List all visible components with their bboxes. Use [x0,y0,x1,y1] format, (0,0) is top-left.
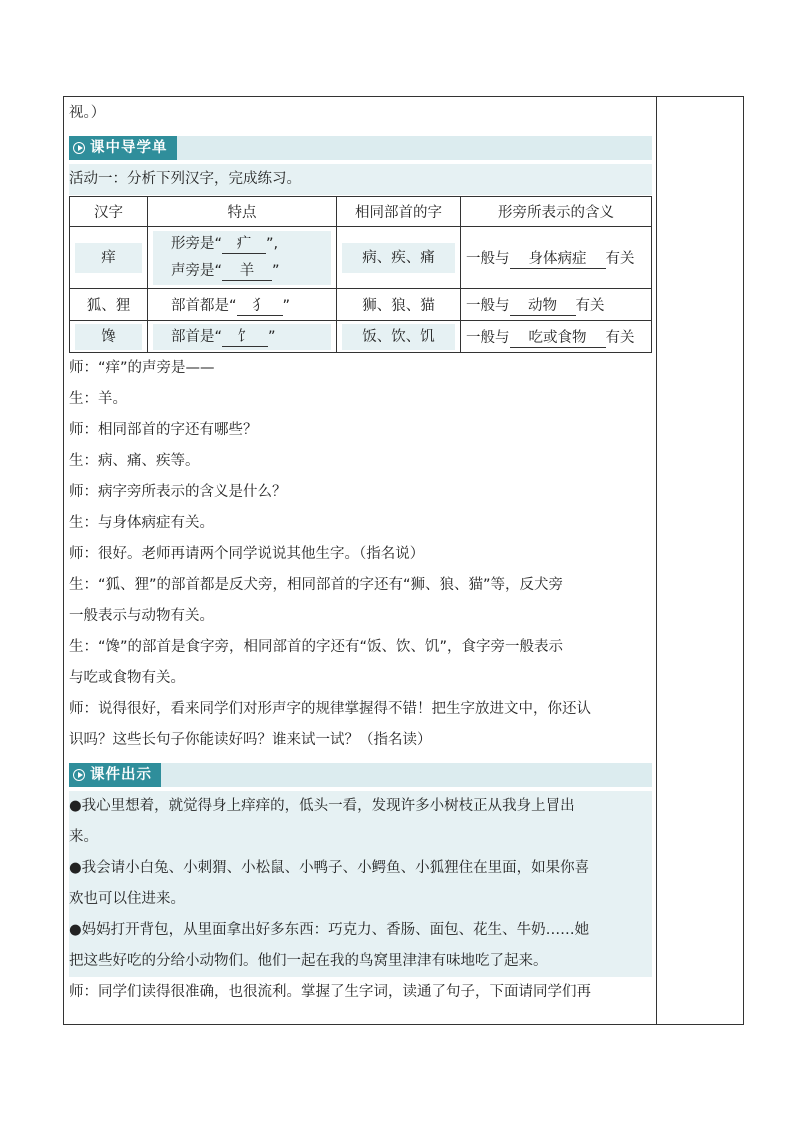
section-tab-courseware [69,763,161,787]
cell-char: 痒 [75,243,142,273]
column-divider [656,96,657,1025]
blank-answer: 动物 [510,298,576,316]
table-row [70,227,652,289]
cell-same-radical: 狮、狼、猫 [337,289,461,321]
courseware-line: 欢也可以住进来。 [69,891,185,907]
dialogue-line: 识吗？这些长句子你能读好吗？谁来试一试？（指名读） [69,732,432,748]
section-header-guide [69,136,652,160]
blank-answer: 疒 [222,236,266,254]
th-same-radical: 相同部首的字 [337,197,461,227]
section-tab-guide [69,136,177,160]
blank-answer: 身体病症 [510,251,606,269]
dialogue-line: 生：与身体病症有关。 [69,515,214,531]
dialogue-line: 生：“馋”的部首是食字旁，相同部首的字还有“饭、饮、饥”，食字旁一般表示 [69,639,564,655]
blank-answer: 饣 [222,329,268,347]
play-circle-icon [73,142,85,154]
table-header-row [70,197,652,227]
th-feature: 特点 [148,197,337,227]
dialogue-line: 师：很好。老师再请两个同学说说其他生字。（指名说） [69,546,425,562]
cell-feature: 部首都是“ 犭 ” [148,289,337,321]
activity-instruction: 活动一：分析下列汉字，完成练习。 [69,164,652,195]
top-line: 视。） [69,105,106,121]
dialogue-line: 生：“狐、狸”的部首都是反犬旁，相同部首的字还有“狮、狼、猫”等，反犬旁 [69,577,564,593]
courseware-line: ●妈妈打开背包，从里面拿出好多东西：巧克力、香肠、面包、花生、牛奶……她 [69,922,590,938]
dialogue-line: 生：羊。 [69,391,127,407]
cell-char: 狐、狸 [70,289,148,321]
dialogue-line: 与吃或食物有关。 [69,670,185,686]
courseware-line: 来。 [69,829,98,845]
dialogue-block [69,353,652,756]
play-circle-icon [73,769,85,781]
cell-same-radical: 病、疾、痛 [342,243,455,273]
cell-feature: 形旁是“ 疒 ”, 声旁是“ 羊 ” [148,227,337,289]
courseware-block [69,791,652,977]
th-meaning: 形旁所表示的含义 [461,197,652,227]
cell-same-radical: 饭、饮、饥 [342,324,455,350]
blank-answer: 犭 [237,298,283,316]
final-line: 师：同学们读得很准确，也很流利。掌握了生字词，读通了句子，下面请同学们再 [69,984,591,1000]
th-char: 汉字 [70,197,148,227]
blank-answer: 羊 [222,263,272,281]
dialogue-line: 师：“痒”的声旁是—— [69,360,215,376]
dialogue-line: 师：说得很好，看来同学们对形声字的规律掌握得不错！把生字放进文中，你还认 [69,701,591,717]
table-row [70,289,652,321]
cell-meaning: 一般与 身体病症 有关 [461,227,652,289]
courseware-line: ●我会请小白兔、小刺猬、小松鼠、小鸭子、小鳄鱼、小狐狸住在里面，如果你喜 [69,860,590,876]
cell-meaning: 一般与 吃或食物 有关 [461,321,652,353]
section-title-courseware: 课件出示 [90,767,152,783]
dialogue-line: 生：病、痛、疾等。 [69,453,200,469]
lesson-content [69,98,652,1008]
character-table [69,196,652,353]
courseware-line: 把这些好吃的分给小动物们。他们一起在我的鸟窝里津津有味地吃了起来。 [69,953,548,969]
dialogue-line: 一般表示与动物有关。 [69,608,214,624]
dialogue-line: 师：相同部首的字还有哪些？ [69,422,258,438]
blank-answer: 吃或食物 [510,330,606,348]
cell-meaning: 一般与 动物 有关 [461,289,652,321]
courseware-line: ●我心里想着，就觉得身上痒痒的，低头一看，发现许多小树枝正从我身上冒出 [69,798,575,814]
cell-char: 馋 [75,324,142,350]
dialogue-line: 师：病字旁所表示的含义是什么？ [69,484,287,500]
table-row [70,321,652,353]
section-header-courseware [69,763,652,787]
cell-feature: 部首是“ 饣 ” [148,321,337,353]
section-title-guide: 课中导学单 [90,140,168,156]
